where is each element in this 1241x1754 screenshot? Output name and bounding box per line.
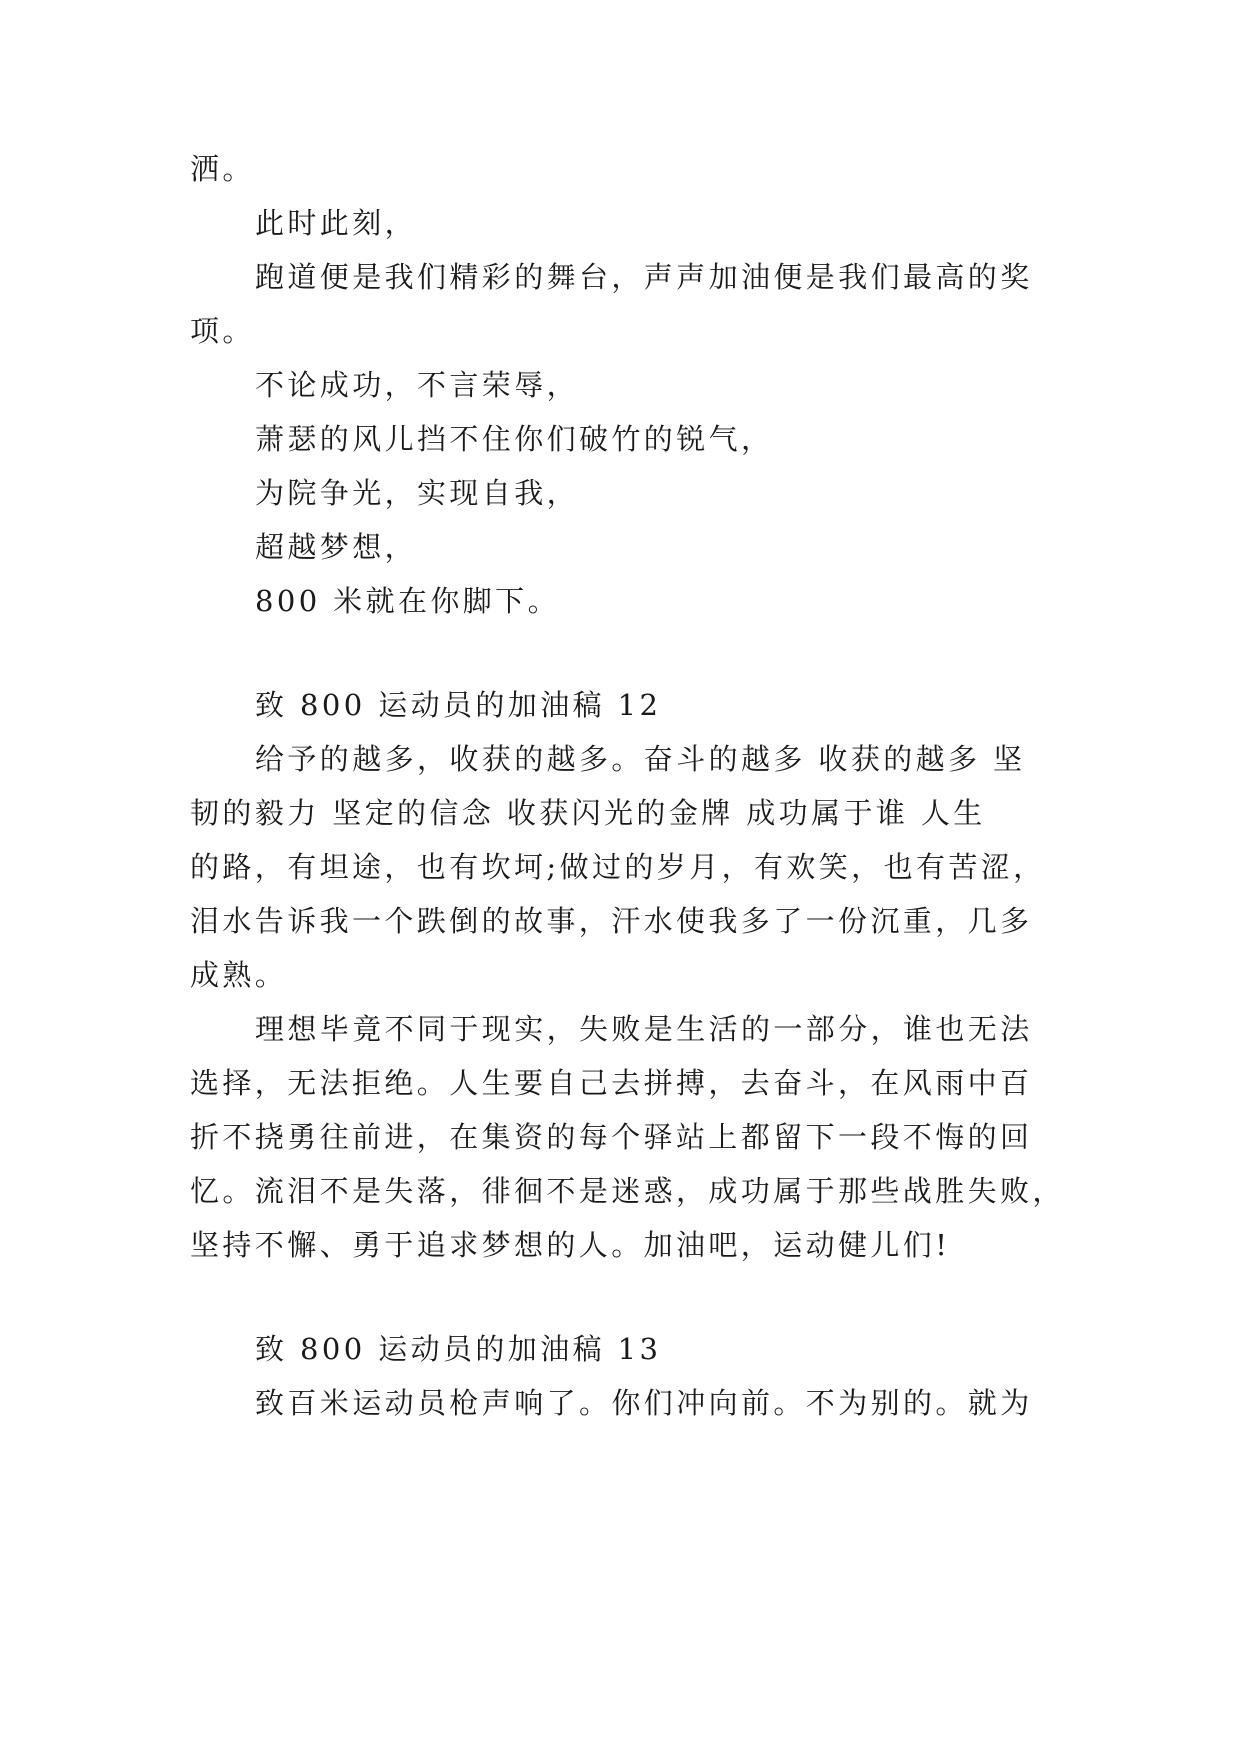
text-line: 为院争光，实现自我， <box>255 476 580 510</box>
text-line: 成熟。 <box>190 958 288 992</box>
text-line: 800 米就在你脚下。 <box>255 584 560 618</box>
text-line: 坚持不懈、勇于追求梦想的人。加油吧，运动健儿们! <box>190 1228 951 1262</box>
text-line: 萧瑟的风儿挡不住你们破竹的锐气， <box>255 422 774 456</box>
text-line: 不论成功，不言荣辱， <box>255 368 580 402</box>
text-line: 的路，有坦途，也有坎坷;做过的岁月，有欢笑，也有苦涩， <box>190 850 1046 884</box>
text-line: 忆。流泪不是失落，徘徊不是迷惑，成功属于那些战胜失败， <box>190 1174 1065 1208</box>
text-line: 泪水告诉我一个跌倒的故事，汗水使我多了一份沉重，几多 <box>190 904 1033 938</box>
text-line: 超越梦想， <box>255 530 418 564</box>
text-line: 此时此刻， <box>255 206 418 240</box>
section-heading: 致 800 运动员的加油稿 12 <box>255 688 662 722</box>
text-line: 项。 <box>190 314 255 348</box>
text-line: 跑道便是我们精彩的舞台，声声加油便是我们最高的奖 <box>255 260 1033 294</box>
text-line: 韧的毅力 坚定的信念 收获闪光的金牌 成功属于谁 人生 <box>190 796 986 830</box>
text-line: 洒。 <box>190 152 255 186</box>
text-line: 选择，无法拒绝。人生要自己去拼搏，去奋斗，在风雨中百 <box>190 1066 1033 1100</box>
section-heading: 致 800 运动员的加油稿 13 <box>255 1332 662 1366</box>
text-line: 给予的越多，收获的越多。奋斗的越多 收获的越多 坚 <box>255 742 1026 776</box>
text-line: 致百米运动员枪声响了。你们冲向前。不为别的。就为 <box>255 1386 1033 1420</box>
text-line: 折不挠勇往前进，在集资的每个驿站上都留下一段不悔的回 <box>190 1120 1033 1154</box>
text-line: 理想毕竟不同于现实，失败是生活的一部分，谁也无法 <box>255 1012 1033 1046</box>
